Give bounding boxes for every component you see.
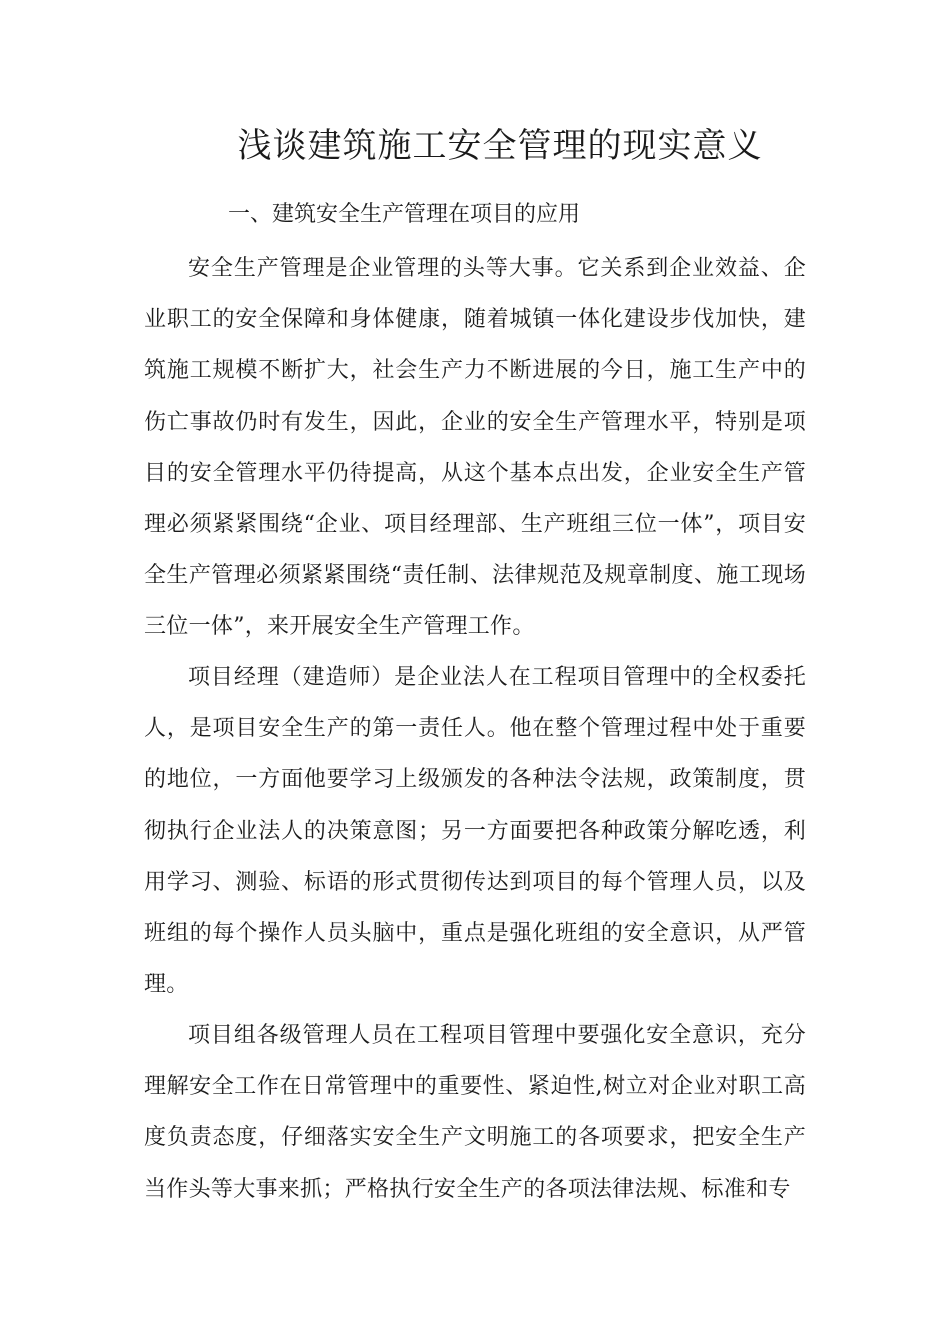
- section-heading: 一、建筑安全生产管理在项目的应用: [228, 202, 581, 227]
- document-title: 浅谈建筑施工安全管理的现实意义: [237, 126, 763, 166]
- body-paragraph: 安全生产管理是企业管理的头等大事。它关系到企业效益、企业职工的安全保障和身体健康，随着城镇一体化建设步伐加快，建筑施工规模不断扩大，社会生产力不断进展的今日，施工生产中的伤亡事故仍时有发生，因此，企业的安全生产管理水平，特别是项目的安全管理水平仍待提高，从这个基本点出发，企业安全生产管理必须紧紧围绕“企业、项目经理部、生产班组三位一体”，项目安全生产管理必须紧紧围绕“责任制、法律规范及规章制度、施工现场三位一体”，来开展安全生产管理工作。: [144, 256, 806, 640]
- body-paragraph: 项目组各级管理人员在工程项目管理中要强化安全意识，充分理解安全工作在日常管理中的重要性、紧迫性,树立对企业对职工高度负责态度，仔细落实安全生产文明施工的各项要求，把安全生产当作头等大事来抓；严格执行安全生产的各项法律法规、标准和专: [144, 1023, 806, 1202]
- body-paragraph: 项目经理（建造师）是企业法人在工程项目管理中的全权委托人，是项目安全生产的第一责任人。他在整个管理过程中处于重要的地位，一方面他要学习上级颁发的各种法令法规，政策制度，贯彻执行企业法人的决策意图；另一方面要把各种政策分解吃透，利用学习、测验、标语的形式贯彻传达到项目的每个管理人员，以及班组的每个操作人员头脑中，重点是强化班组的安全意识，从严管理。: [144, 665, 806, 998]
